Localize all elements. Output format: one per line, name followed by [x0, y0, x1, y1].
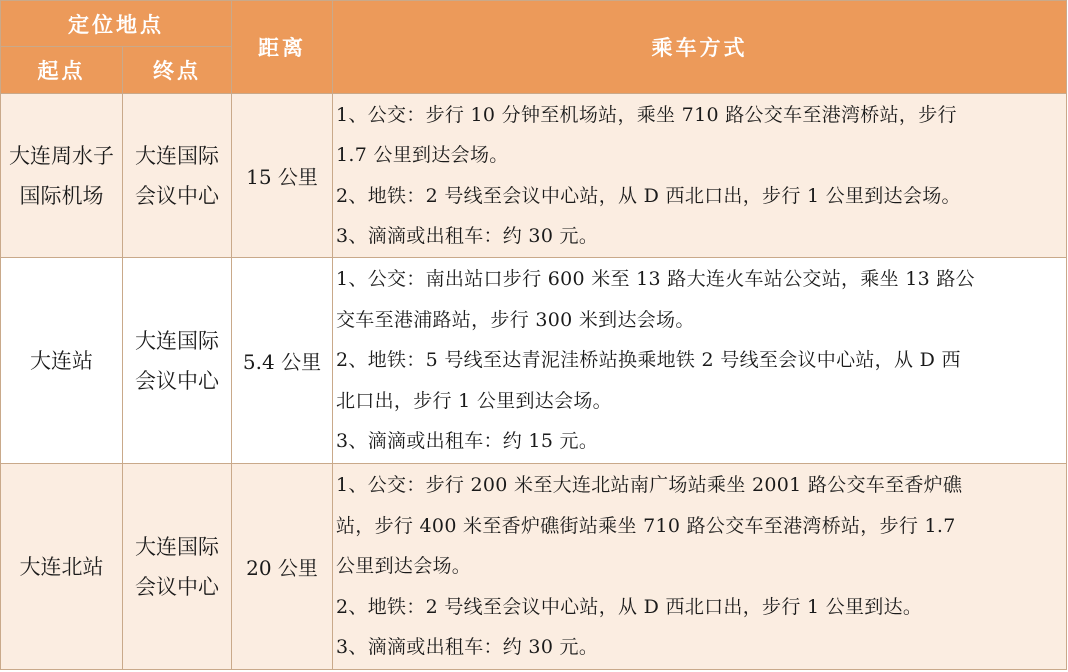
route-line: 2、地铁：2 号线至会议中心站，从 D 西北口出，步行 1 公里到达。	[336, 595, 923, 618]
route-line: 3、滴滴或出租车：约 30 元。	[336, 636, 599, 659]
route-line: 2、地铁：5 号线至达青泥洼桥站换乘地铁 2 号线至会议中心站，从 D 西	[336, 349, 961, 372]
header-start: 起点	[1, 47, 123, 94]
route-cell	[333, 94, 1067, 258]
end-line: 大连国际	[135, 534, 219, 559]
distance-cell: 15 公里	[232, 94, 333, 258]
route-cell	[333, 464, 1067, 670]
distance-cell: 20 公里	[232, 464, 333, 670]
header-distance: 距离	[232, 1, 333, 94]
route-line: 3、滴滴或出租车：约 30 元。	[336, 225, 599, 247]
end-line: 会议中心	[135, 574, 219, 599]
route-line: 站，步行 400 米至香炉礁街站乘坐 710 路公交车至港湾桥站，步行 1.7	[336, 514, 956, 537]
end-cell	[123, 464, 232, 670]
route-line: 2、地铁：2 号线至会议中心站，从 D 西北口出，步行 1 公里到达会场。	[336, 184, 961, 207]
route-line: 北口出，步行 1 公里到达会场。	[336, 389, 612, 412]
end-line: 会议中心	[135, 368, 219, 393]
end-line: 大连国际	[135, 328, 219, 353]
table-row	[1, 258, 1067, 464]
route-line: 公里到达会场。	[336, 555, 472, 578]
route-line: 3、滴滴或出租车：约 15 元。	[336, 430, 599, 453]
route-line: 1、公交：步行 10 分钟至机场站，乘坐 710 路公交车至港湾桥站，步行	[336, 103, 957, 126]
start-line: 大连周水子	[9, 143, 114, 168]
start-cell	[1, 94, 123, 258]
distance-cell: 5.4 公里	[232, 258, 333, 464]
start-line: 大连站	[30, 348, 93, 373]
header-end: 终点	[123, 47, 232, 94]
header-location: 定位地点	[1, 1, 232, 47]
route-line: 1、公交：南出站口步行 600 米至 13 路大连火车站公交站，乘坐 13 路公	[336, 268, 975, 291]
end-cell	[123, 94, 232, 258]
header-transport: 乘车方式	[333, 1, 1067, 94]
route-line: 1、公交：步行 200 米至大连北站南广场站乘坐 2001 路公交车至香炉礁	[336, 474, 963, 497]
table-row	[1, 464, 1067, 670]
route-line: 1.7 公里到达会场。	[336, 144, 509, 166]
end-cell	[123, 258, 232, 464]
route-line: 交车至港浦路站，步行 300 米到达会场。	[336, 308, 695, 331]
end-line: 大连国际	[135, 143, 219, 168]
route-cell	[333, 258, 1067, 464]
start-line: 国际机场	[19, 183, 104, 208]
start-cell	[1, 258, 123, 464]
start-cell	[1, 464, 123, 670]
end-line: 会议中心	[135, 183, 219, 208]
table-row	[1, 94, 1067, 258]
start-line: 大连北站	[19, 554, 104, 579]
